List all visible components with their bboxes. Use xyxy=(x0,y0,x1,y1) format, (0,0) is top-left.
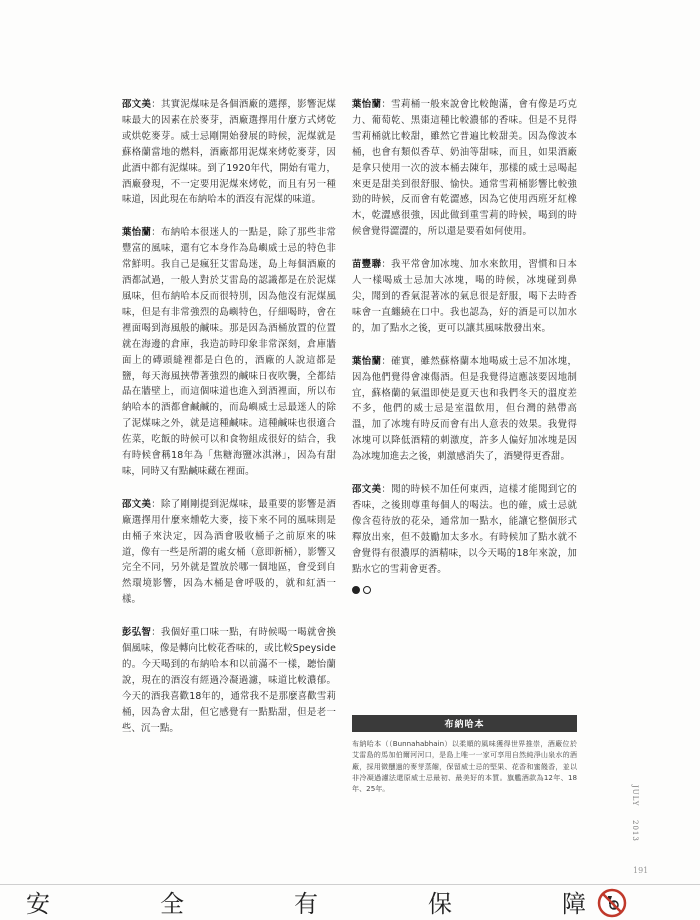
paragraph-text: ：除了剛剛提到泥煤味，最重要的影響是酒廠選擇用什麼來燻乾大麥，接下來不同的風味則是由桶子來決定，因為酒會吸收桶子之前原來的味道，像有一些是所謂的處女桶（意即新桶），影響又完全不同，另外就是置放於哪一個地區，會受到自然環境影響，因為木桶是會呼吸的，就和紅酒一樣。 xyxy=(122,498,336,606)
speaker-name: 葉怡蘭 xyxy=(352,99,382,110)
interview-paragraph xyxy=(122,625,336,736)
paragraph-text: ：我平常會加冰塊、加水來飲用，習慣和日本人一樣喝威士忌加大冰塊，喝的時候，冰塊碰到鼻尖，聞到的香氣混著冰的氣息很是舒服，喝下去時香味會一直纏繞在口中。我也認為，好的酒是可以加水的，加了點水之後，更可以讓其風味散發出來。 xyxy=(352,259,577,334)
speaker-name: 邵文美 xyxy=(122,99,152,110)
paragraph-text: ：布納哈本很迷人的一點是，除了那些非常豐富的風味，還有它本身作為島嶼威士忌的特色非常鮮明。我自己是瘋狂艾雷島迷，島上每個酒廠的酒都試過，一般人對於艾雷島的認識都是在於泥煤風味，但布納哈本反而很特別，因為他沒有泥煤風味，但是有非常強烈的島嶼特色，仔細喝時，會在裡面喝到海風般的鹹味。那是因為酒桶放置的位置就在海邊的倉庫，我造訪時印象非常深刻，倉庫牆面上的磚頭縫裡都是白色的，酒廠的人說這都是鹽，每天海風挾帶著強烈的鹹味日夜吹襲，全都結晶在牆壁上，而這個味道也進入到酒裡面，所以布納哈本的酒都會鹹鹹的，而島嶼威士忌最迷人的除了泥煤味之外，就是這種鹹味。這種鹹味也很適合佐菜，吃飯的時候可以和食物組成很好的結合，我有時候會稱18年為「焦糖海鹽冰淇淋」，因為有甜味，同時又有點鹹味藏在裡面。 xyxy=(122,227,336,477)
issue-month: JULY xyxy=(631,785,639,807)
interview-paragraph xyxy=(122,497,336,608)
sidebar-title: 布納哈本 xyxy=(352,715,577,732)
speaker-name: 苗豐聯 xyxy=(352,259,382,271)
slogan-char: 障 xyxy=(562,890,586,918)
slogan-char: 有 xyxy=(294,890,318,918)
speaker-name: 葉怡蘭 xyxy=(352,355,382,367)
end-dot-filled xyxy=(352,586,360,594)
footer-divider xyxy=(0,884,700,885)
end-mark xyxy=(352,586,577,594)
speaker-name: 邵文美 xyxy=(122,498,152,510)
paragraph-text: ：確實，雖然蘇格蘭本地喝威士忌不加冰塊，因為他們覺得會凍傷酒。但是我覺得這應該要因地制宜，蘇格蘭的氣溫即使是夏天也和我們冬天的溫度差不多，他們的威士忌是室溫飲用，但台灣的熱帶高溫，加了冰塊有時反而會有出人意表的效果。我覺得冰塊可以降低酒精的刺激度，許多人偏好加冰塊是因為冰塊加進去之後，刺激感消失了，酒變得更香甜。 xyxy=(352,355,577,463)
footer-slogan xyxy=(26,890,586,918)
paragraph-text: ：聞的時候不加任何東西，這樣才能聞到它的香味，之後則尊重每個人的喝法。也的確，威士忌就像含苞待放的花朵，通常加一點水，能讓它整個形式釋放出來，但不鼓勵加太多水。有時候加了點水就不會覺得有很濃厚的酒精味，以今天喝的18年來說，加點水它的雪莉會更香。 xyxy=(352,484,577,575)
end-dot-hollow xyxy=(363,586,371,594)
sidebar-text: 布納哈本（（Bunnahabhain）以柔順的風味獲得世界推崇，酒廠位於艾雷島的馬加伯爾河河口，是島上唯一一家可享用自然純淨山泉水的酒廠，採用微醺過的麥芽蒸餾，保留威士忌的堅果、花香和蜜餞香，並以非冷凝過濾法還原威士忌最初、最美好的本質。旗艦酒款為12年、18年、25年。 xyxy=(352,739,577,794)
info-sidebar xyxy=(352,715,577,794)
interview-paragraph xyxy=(352,257,577,337)
paragraph-text: ：其實泥煤味是各個酒廠的選擇，影響泥煤味最大的因素在於麥芽，酒廠選擇用什麼方式烤乾或烘乾麥芽。威士忌剛開始發展的時候，泥煤就是蘇格蘭當地的燃料，酒廠都用泥煤來烤乾麥芽，因此酒中都有泥煤味。到了1920年代，開始有電力，酒廠發現，不一定要用泥煤來烤乾，而且有另一種味道，因此現在布納哈本的酒沒有泥煤的味道。 xyxy=(122,99,336,206)
no-drink-driving-icon xyxy=(597,888,627,918)
interview-paragraph xyxy=(352,482,577,577)
slogan-char: 安 xyxy=(26,890,50,918)
speaker-name: 彭弘智 xyxy=(122,627,152,639)
interview-paragraph xyxy=(352,97,577,240)
interview-column-left xyxy=(122,97,336,754)
speaker-name: 葉怡蘭 xyxy=(122,227,152,239)
interview-paragraph xyxy=(122,97,336,208)
paragraph-text: ：我個好重口味一點，有時候喝一喝就會換個風味，像是轉向比較花香味的，或比較Speyside的。今天喝到的布納哈本和以前滿不一樣，聽怡蘭說，現在的酒沒有經過冷凝過濾，味道比較濃郁。今天的酒我喜歡18年的，通常我不是那麼喜歡雪莉桶，因為會太甜，但它感覺有一點點甜，但是老一些、沉一點。 xyxy=(122,627,336,734)
slogan-char: 保 xyxy=(428,890,452,918)
page-number: 191 xyxy=(633,866,649,875)
interview-paragraph xyxy=(122,225,336,480)
speaker-name: 邵文美 xyxy=(352,484,382,496)
issue-year: 2013 xyxy=(631,820,639,842)
interview-paragraph xyxy=(352,354,577,465)
paragraph-text: ：雪莉桶一般來說會比較飽滿，會有像是巧克力、葡萄乾、黑棗這種比較濃郁的香味。但是不見得雪莉桶就比較甜，雖然它普遍比較甜美。因為像波本桶，也會有類似香草、奶油等甜味，而且，如果酒廠是拿只使用一次的波本桶去陳年，那樣的威士忌喝起來更是甜美到很舒服、愉快。通常雪莉桶影響比較強勁的時候，反而會有乾澀感，因為它使用西班牙紅橡木，乾澀感很強，因此做到重雪莉的時候，喝到的時候會覺得澀澀的，所以還是要看如何使用。 xyxy=(352,99,577,238)
slogan-char: 全 xyxy=(160,890,184,918)
interview-column-right xyxy=(352,97,577,594)
